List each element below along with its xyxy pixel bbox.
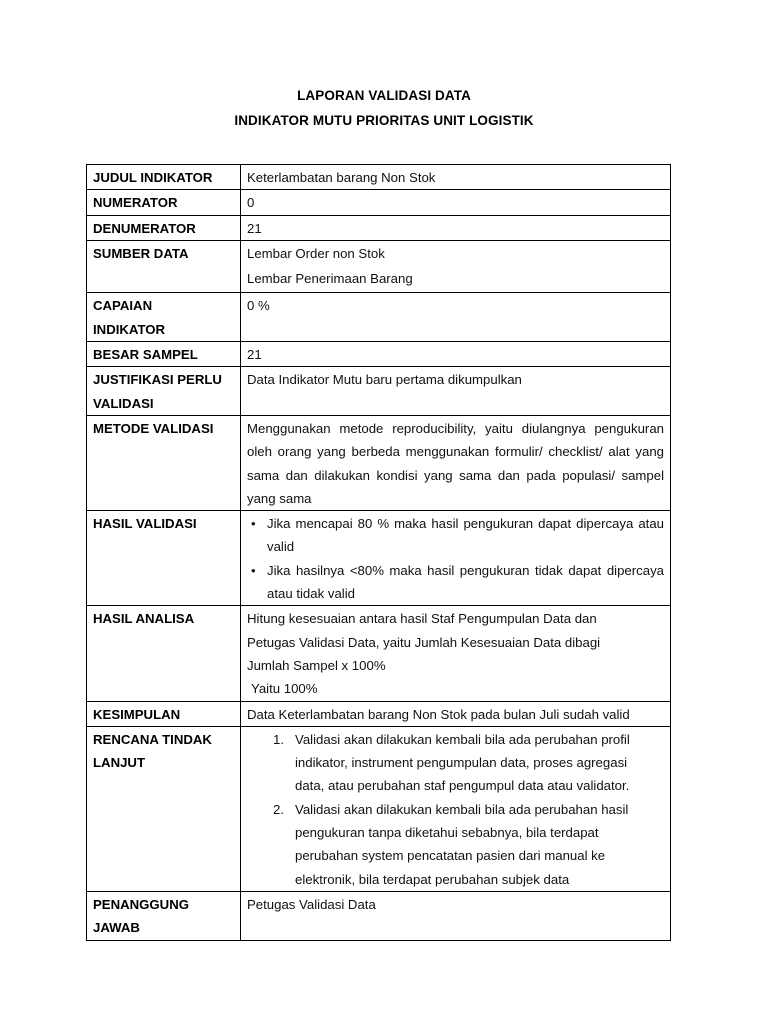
sumber-line: Lembar Order non Stok bbox=[247, 245, 385, 261]
rencana-line: Validasi akan dilakukan kembali bila ada perubahan profil bbox=[295, 731, 630, 747]
rencana-line: indikator, instrument pengumpulan data, proses agregasi bbox=[295, 755, 628, 771]
analisa-line: Yaitu 100% bbox=[251, 681, 318, 697]
row-rencana-tindak-lanjut bbox=[87, 726, 671, 891]
label-hasil-analisa: HASIL ANALISA bbox=[87, 606, 241, 701]
value-penanggung-jawab: Petugas Validasi Data bbox=[241, 891, 671, 940]
validation-table bbox=[86, 164, 671, 941]
value-kesimpulan: Data Keterlambatan barang Non Stok pada bulan Juli sudah valid bbox=[241, 701, 671, 726]
row-penanggung-jawab bbox=[87, 891, 671, 940]
rencana-list bbox=[247, 728, 664, 891]
row-numerator bbox=[87, 190, 671, 215]
label-line: PENANGGUNG bbox=[93, 896, 189, 912]
label-line: RENCANA TINDAK bbox=[93, 731, 212, 747]
row-denumerator bbox=[87, 215, 671, 240]
label-justifikasi bbox=[87, 367, 241, 416]
list-item bbox=[247, 728, 664, 798]
label-line: INDIKATOR bbox=[93, 321, 166, 337]
label-line: CAPAIAN bbox=[93, 298, 153, 314]
value-sumber-data bbox=[241, 240, 671, 293]
label-numerator: NUMERATOR bbox=[87, 190, 241, 215]
row-sumber-data bbox=[87, 240, 671, 293]
value-capaian-indikator: 0 % bbox=[241, 293, 671, 342]
rencana-line: pengukuran tanpa diketahui sebabnya, bila terdapat bbox=[295, 825, 599, 841]
value-metode-validasi: Menggunakan metode reproducibility, yaitu diulangnya pengukuran oleh orang yang berbeda menggunakan formulir/ checklist/ alat yang sama dan dilakukan kondisi yang sama dan pada populasi/ sampel yang sama bbox=[241, 415, 671, 510]
row-judul-indikator bbox=[87, 165, 671, 190]
value-denumerator: 21 bbox=[241, 215, 671, 240]
list-number: 1. bbox=[273, 731, 284, 747]
value-rencana-tindak-lanjut bbox=[241, 726, 671, 891]
label-kesimpulan: KESIMPULAN bbox=[87, 701, 241, 726]
value-numerator: 0 bbox=[241, 190, 671, 215]
label-line: LANJUT bbox=[93, 755, 146, 771]
rencana-line: data, atau perubahan staf pengumpul data atau validator. bbox=[295, 778, 630, 794]
analisa-line: Jumlah Sampel x 100% bbox=[247, 657, 386, 673]
list-item: • Jika mencapai 80 % maka hasil pengukuran dapat dipercaya atau valid bbox=[247, 512, 664, 559]
label-judul-indikator: JUDUL INDIKATOR bbox=[87, 165, 241, 190]
label-line: JUSTIFIKASI PERLU bbox=[93, 372, 222, 388]
sumber-line: Lembar Penerimaan Barang bbox=[247, 271, 413, 287]
row-hasil-analisa bbox=[87, 606, 671, 701]
rencana-line: perubahan system pencatatan pasien dari manual ke bbox=[295, 848, 606, 864]
label-penanggung-jawab bbox=[87, 891, 241, 940]
row-kesimpulan bbox=[87, 701, 671, 726]
value-hasil-analisa bbox=[241, 606, 671, 701]
list-item bbox=[247, 798, 664, 891]
report-subtitle: INDIKATOR MUTU PRIORITAS UNIT LOGISTIK bbox=[234, 113, 534, 128]
report-title: LAPORAN VALIDASI DATA bbox=[297, 88, 471, 103]
value-besar-sampel: 21 bbox=[241, 342, 671, 367]
label-line: VALIDASI bbox=[93, 395, 154, 411]
hasil-validasi-list bbox=[247, 512, 664, 605]
row-justifikasi bbox=[87, 367, 671, 416]
value-justifikasi: Data Indikator Mutu baru pertama dikumpulkan bbox=[241, 367, 671, 416]
rencana-line: Validasi akan dilakukan kembali bila ada perubahan hasil bbox=[295, 801, 629, 817]
value-judul-indikator: Keterlambatan barang Non Stok bbox=[241, 165, 671, 190]
label-line: JAWAB bbox=[93, 920, 140, 936]
label-sumber-data: SUMBER DATA bbox=[87, 240, 241, 293]
label-besar-sampel: BESAR SAMPEL bbox=[87, 342, 241, 367]
list-number: 2. bbox=[273, 801, 284, 817]
value-hasil-validasi bbox=[241, 511, 671, 606]
label-rencana-tindak-lanjut bbox=[87, 726, 241, 891]
label-denumerator: DENUMERATOR bbox=[87, 215, 241, 240]
label-metode-validasi: METODE VALIDASI bbox=[87, 415, 241, 510]
analisa-line: Hitung kesesuaian antara hasil Staf Pengumpulan Data dan bbox=[247, 611, 597, 627]
row-capaian-indikator bbox=[87, 293, 671, 342]
row-hasil-validasi bbox=[87, 511, 671, 606]
label-capaian-indikator bbox=[87, 293, 241, 342]
row-metode-validasi bbox=[87, 415, 671, 510]
rencana-line: elektronik, bila terdapat perubahan subjek data bbox=[295, 871, 570, 887]
row-besar-sampel bbox=[87, 342, 671, 367]
list-item: • Jika hasilnya <80% maka hasil pengukuran tidak dapat dipercaya atau tidak valid bbox=[247, 559, 664, 606]
label-hasil-validasi: HASIL VALIDASI bbox=[87, 511, 241, 606]
analisa-line: Petugas Validasi Data, yaitu Jumlah Kesesuaian Data dibagi bbox=[247, 634, 601, 650]
